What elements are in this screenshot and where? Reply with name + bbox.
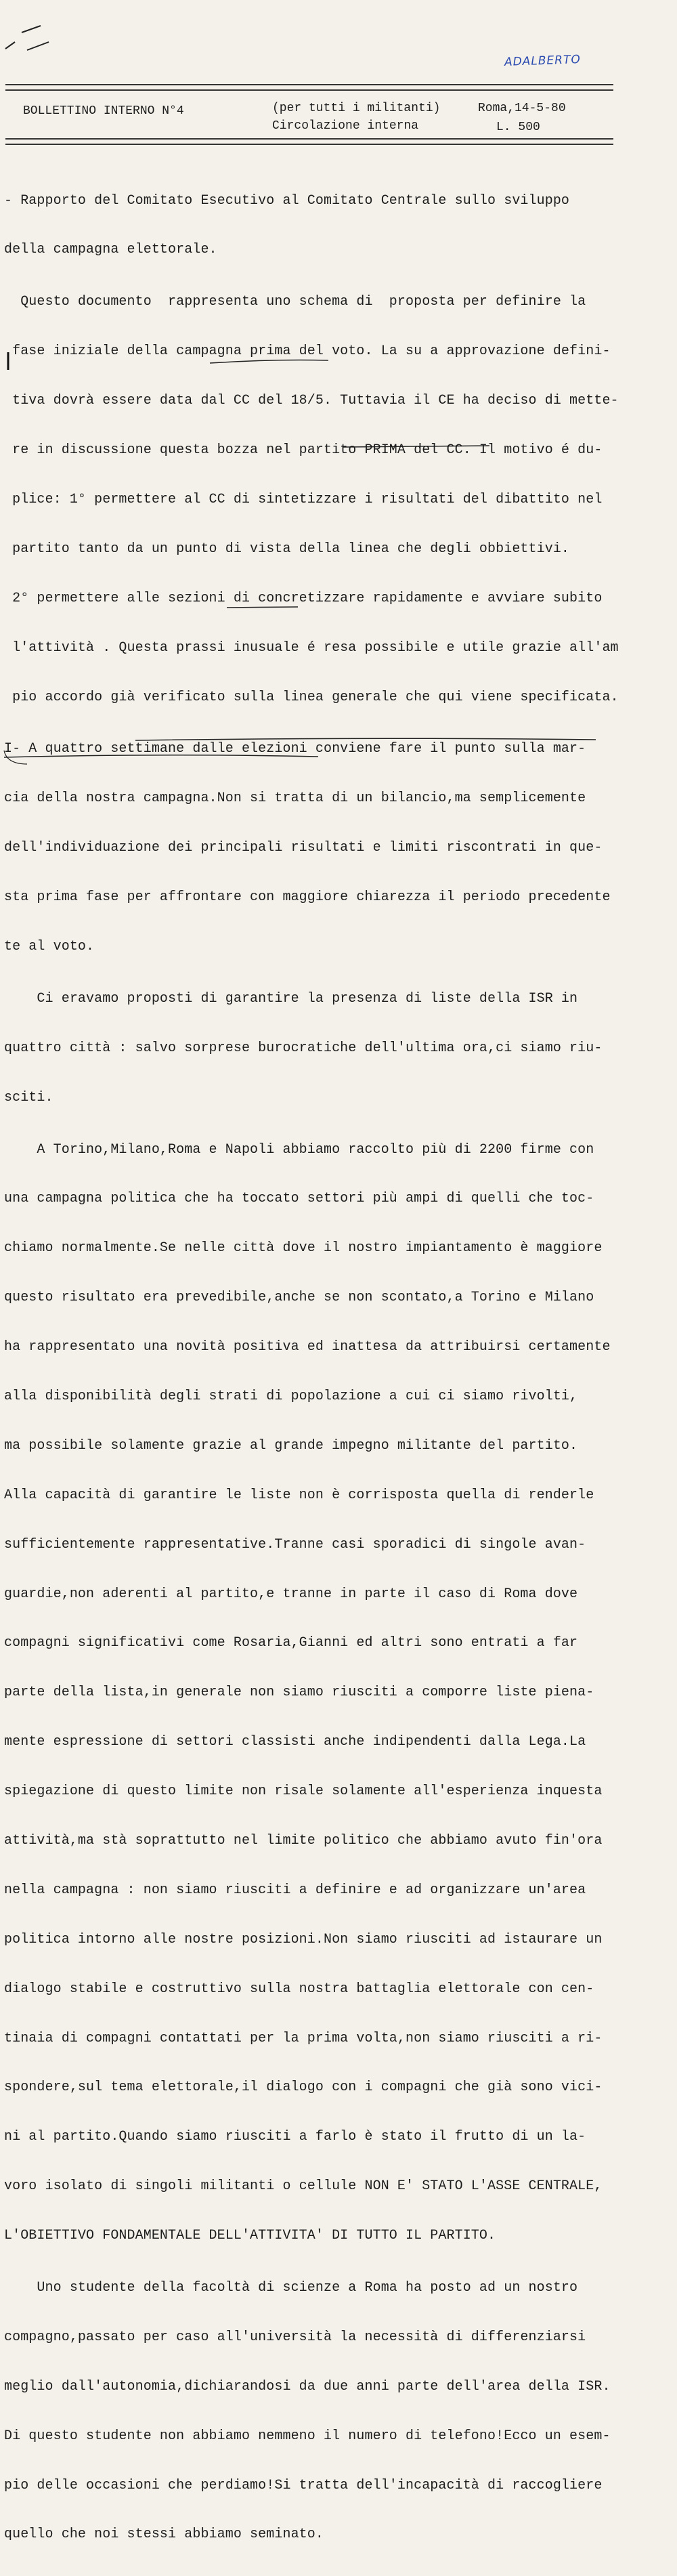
body-line: A Torino,Milano,Roma e Napoli abbiamo raccolto più di 2200 firme con: [4, 1141, 594, 1158]
body-line: pio accordo già verificato sulla linea generale che qui viene specificata.: [4, 689, 619, 705]
body-line: parte della lista,in generale non siamo riusciti a comporre liste piena-: [4, 1685, 594, 1701]
body-line: meglio dall'autonomia,dichiarandosi da due anni parte dell'area della ISR.: [4, 2378, 611, 2394]
audience-note: (per tutti i militanti): [272, 102, 441, 115]
handwritten-note: ADALBERTO: [504, 53, 582, 69]
body-line: compagni significativi come Rosaria,Gianni ed altri sono entrati a far: [4, 1635, 578, 1651]
body-line: fase iniziale della campagna prima del voto. La su a approvazione defini-: [4, 343, 611, 360]
body-line: re in discussione questa bozza nel partito PRIMA del CC. Il motivo é du-: [4, 442, 603, 459]
body-line: Questo documento rappresenta uno schema di proposta per definire la: [4, 294, 586, 310]
body-line: compagno,passato per caso all'università la necessità di differenziarsi: [4, 2329, 586, 2345]
body-line: tiva dovrà essere data dal CC del 18/5. Tuttavia il CE ha deciso di mette-: [4, 393, 619, 409]
body-line: sufficientemente rappresentative.Tranne casi sporadici di singole avan-: [4, 1536, 586, 1553]
body-line: tinaia di compagni contattati per la prima volta,non siamo riusciti a ri-: [4, 2030, 603, 2046]
body-line: ni al partito.Quando siamo riusciti a farlo è stato il frutto di un la-: [4, 2129, 586, 2145]
body-line: quattro città : salvo sorprese burocratiche dell'ultima ora,ci siamo riu-: [4, 1040, 603, 1056]
section-heading-line: I- A quattro settimane dalle elezioni conviene fare il punto sulla mar-: [4, 741, 586, 757]
circulation-note: Circolazione interna: [272, 119, 419, 133]
body-line: una campagna politica che ha toccato settori più ampi di quelli che toc-: [4, 1191, 594, 1207]
body-line: Alla capacità di garantire le liste non è corrisposta quella di renderle: [4, 1487, 594, 1503]
body-line: Di questo studente non abbiamo nemmeno il numero di telefono!Ecco un esem-: [4, 2428, 611, 2444]
body-text: [4, 160, 634, 2576]
bulletin-title: BOLLETTINO INTERNO N°4: [23, 104, 184, 118]
body-line: dialogo stabile e costruttivo sulla nostra battaglia elettorale con cen-: [4, 1981, 594, 1997]
body-line: L'OBIETTIVO FONDAMENTALE DELL'ATTIVITA' DI TUTTO IL PARTITO.: [4, 2228, 496, 2244]
body-line: dell'individuazione dei principali risultati e limiti riscontrati in que-: [4, 840, 603, 856]
body-line: plice: 1° permettere al CC di sintetizzare i risultati del dibattito nel: [4, 491, 603, 507]
body-line: te al voto.: [4, 938, 95, 954]
body-line: spondere,sul tema elettorale,il dialogo con i compagni che già sono vici-: [4, 2079, 603, 2096]
bottom-double-rule: [5, 138, 613, 145]
body-line: ma possibile solamente grazie al grande impegno militante del partito.: [4, 1437, 578, 1454]
body-line: alla disponibilità degli strati di popolazione a cui ci siamo rivolti,: [4, 1388, 578, 1404]
body-line: questo risultato era prevedibile,anche se non scontato,a Torino e Milano: [4, 1290, 594, 1306]
body-line: chiamo normalmente.Se nelle città dove il nostro impiantamento è maggiore: [4, 1240, 603, 1257]
body-line: quello che noi stessi abbiamo seminato.: [4, 2527, 324, 2543]
body-line: ha rappresentato una novità positiva ed inattesa da attribuirsi certamente: [4, 1339, 611, 1355]
body-line: partito tanto da un punto di vista della linea che degli obbiettivi.: [4, 541, 570, 557]
place-date: Roma,14-5-80: [478, 102, 566, 115]
body-line: nella campagna : non siamo riusciti a definire e ad organizzare un'area: [4, 1882, 586, 1898]
top-double-rule: [5, 84, 613, 91]
body-line: voro isolato di singoli militanti o cellule NON E' STATO L'ASSE CENTRALE,: [4, 2178, 603, 2195]
body-line: politica intorno alle nostre posizioni.Non siamo riusciti ad istaurare un: [4, 1931, 603, 1947]
body-line: sciti.: [4, 1089, 53, 1105]
price: L. 500: [496, 121, 540, 134]
body-line: spiegazione di questo limite non risale solamente all'esperienza inquesta: [4, 1783, 603, 1800]
body-line: della campagna elettorale.: [4, 242, 217, 258]
body-line: Uno studente della facoltà di scienze a Roma ha posto ad un nostro: [4, 2280, 578, 2296]
body-line: l'attività . Questa prassi inusuale é resa possibile e utile grazie all'am: [4, 639, 619, 656]
body-line: 2° permettere alle sezioni di concretizzare rapidamente e avviare subito: [4, 590, 603, 606]
body-line: sta prima fase per affrontare con maggiore chiarezza il periodo precedente: [4, 889, 611, 906]
body-line: cia della nostra campagna.Non si tratta di un bilancio,ma semplicemente: [4, 790, 586, 807]
body-line: pio delle occasioni che perdiamo!Si tratta dell'incapacità di raccogliere: [4, 2477, 603, 2493]
body-line: Ci eravamo proposti di garantire la presenza di liste della ISR in: [4, 990, 578, 1007]
body-line: guardie,non aderenti al partito,e tranne in parte il caso di Roma dove: [4, 1586, 578, 1602]
body-line: - Rapporto del Comitato Esecutivo al Comitato Centrale sullo sviluppo: [4, 192, 570, 209]
body-line: mente espressione di settori classisti anche indipendenti dalla Lega.La: [4, 1734, 586, 1750]
body-line: attività,ma stà soprattutto nel limite politico che abbiamo avuto fin'ora: [4, 1832, 603, 1849]
